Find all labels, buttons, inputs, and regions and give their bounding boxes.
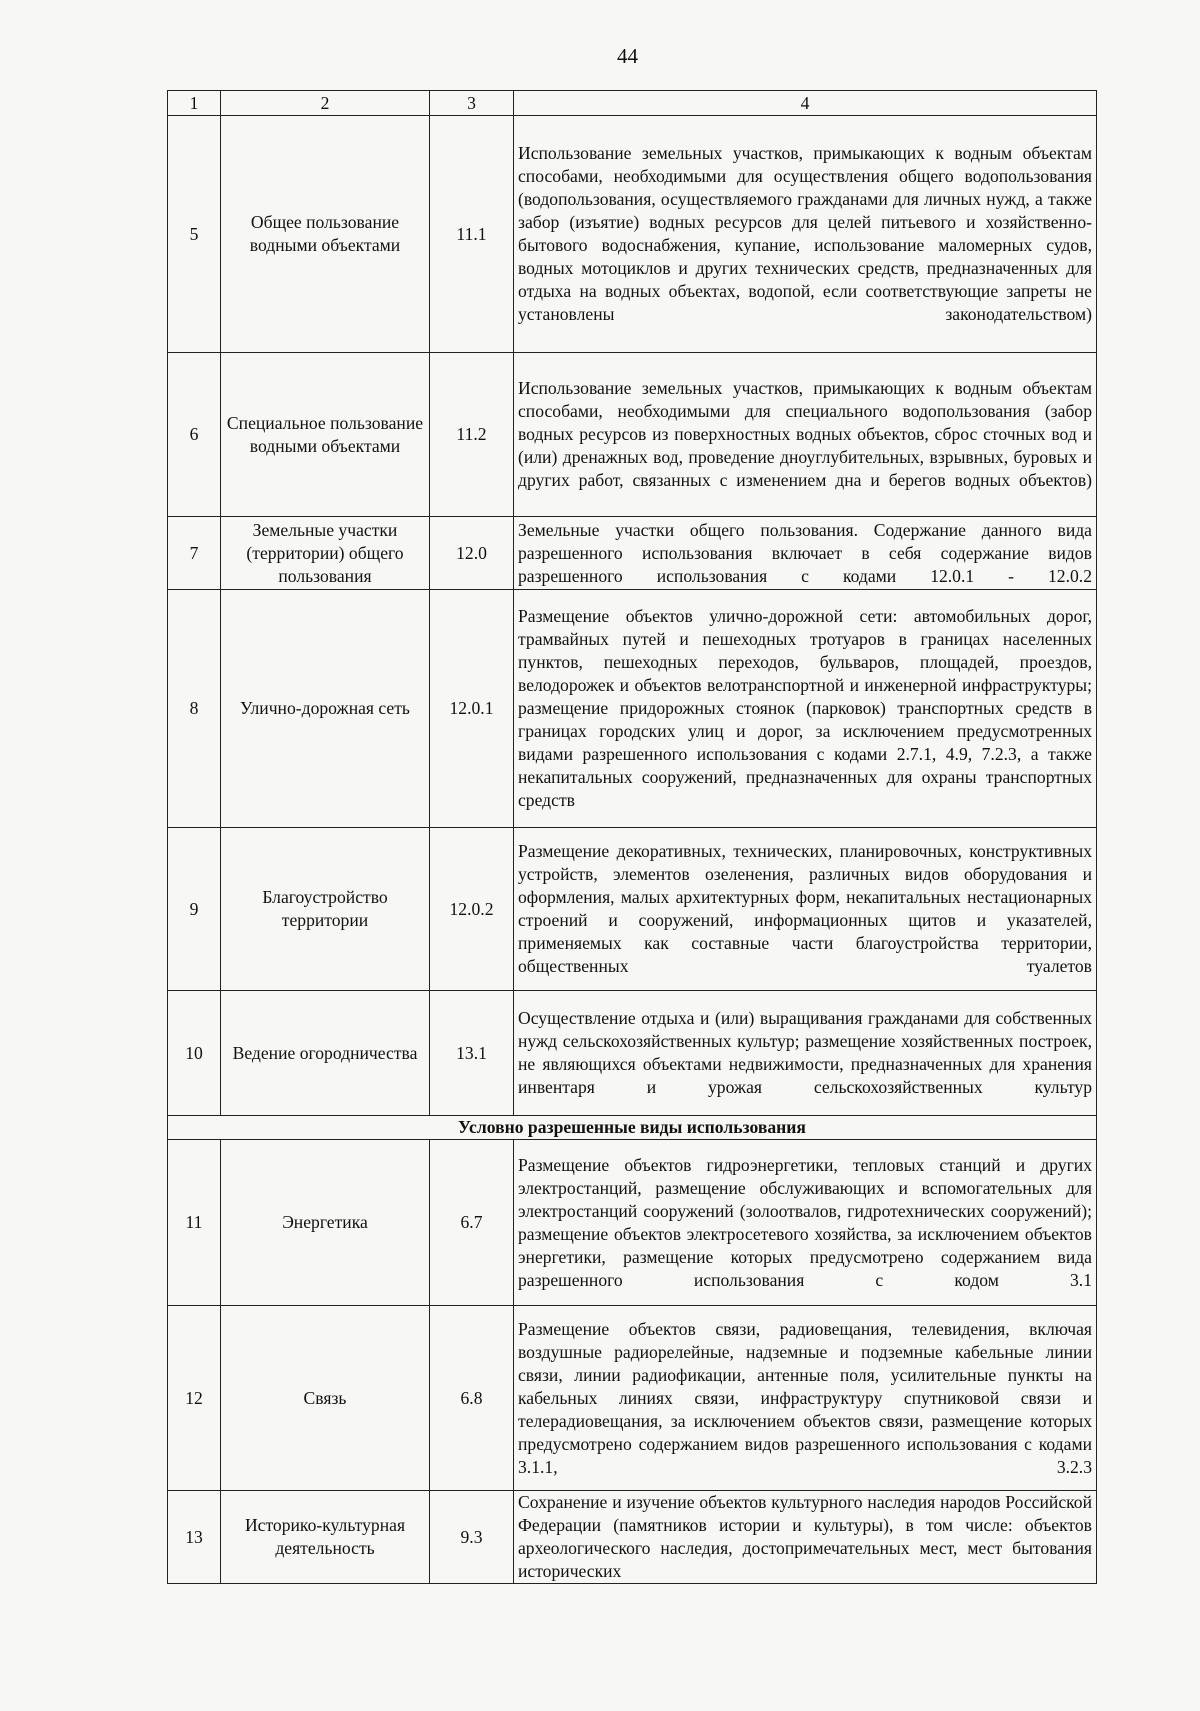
use-type-code: 6.8: [430, 1306, 514, 1491]
section-title: Условно разрешенные виды использования: [168, 1116, 1097, 1140]
row-number: 13: [168, 1491, 221, 1584]
use-type-name: Земельные участки (территории) общего пользования: [221, 517, 430, 590]
table-row: [168, 1306, 1097, 1491]
header-col-4: 4: [514, 91, 1097, 116]
header-col-3: 3: [430, 91, 514, 116]
section-header-row: [168, 1116, 1097, 1140]
table-row: [168, 116, 1097, 353]
use-type-code: 12.0: [430, 517, 514, 590]
use-type-description: Земельные участки общего пользования. Содержание данного вида разрешенного использования включает в себя содержание видов разрешенного использования с кодами 12.0.1 - 12.0.2: [514, 517, 1097, 590]
header-col-2: 2: [221, 91, 430, 116]
use-type-name: Общее пользование водными объектами: [221, 116, 430, 353]
table-header-row: [168, 91, 1097, 116]
use-type-description: Сохранение и изучение объектов культурного наследия народов Российской Федерации (памятников истории и культуры), в том числе: объектов археологического наследия, достопримечательных мест, мест бытования исторических: [514, 1491, 1097, 1584]
use-type-name: Специальное пользование водными объектами: [221, 353, 430, 517]
land-use-table: [167, 90, 1097, 1584]
page-number: 44: [617, 44, 638, 68]
use-type-code: 9.3: [430, 1491, 514, 1584]
table-row: [168, 828, 1097, 991]
use-type-code: 11.2: [430, 353, 514, 517]
use-type-code: 6.7: [430, 1140, 514, 1306]
table-row: [168, 590, 1097, 828]
use-type-description: Размещение объектов связи, радиовещания, телевидения, включая воздушные радиорелейные, надземные и подземные кабельные линии связи, линии радиофикации, антенные поля, усилительные пункты на кабельных линиях связи, инфраструктуру спутниковой связи и телерадиовещания, за исключением объектов связи, размещение которых предусмотрено содержанием видов разрешенного использования с кодами 3.1.1, 3.2.3: [514, 1306, 1097, 1491]
table-row: [168, 517, 1097, 590]
table-row: [168, 1491, 1097, 1584]
use-type-name: Благоустройство территории: [221, 828, 430, 991]
use-type-code: 13.1: [430, 991, 514, 1116]
use-type-name: Улично-дорожная сеть: [221, 590, 430, 828]
use-type-code: 12.0.2: [430, 828, 514, 991]
use-type-description: Использование земельных участков, примыкающих к водным объектам способами, необходимыми для осуществления общего водопользования (водопользования, осуществляемого гражданами для личных нужд, а также забор (изъятие) водных ресурсов для целей питьевого и хозяйственно-бытового водоснабжения, купание, использование маломерных судов, водных мотоциклов и других технических средств, предназначенных для отдыха на водных объектах, водопой, если соответствующие запреты не установлены законодательством): [514, 116, 1097, 353]
use-type-name: Связь: [221, 1306, 430, 1491]
use-type-description: Размещение объектов гидроэнергетики, тепловых станций и других электростанций, размещение обслуживающих и вспомогательных для электростанций сооружений (золоотвалов, гидротехнических сооружений); размещение объектов электросетевого хозяйства, за исключением объектов энергетики, размещение которых предусмотрено содержанием вида разрешенного использования с кодом 3.1: [514, 1140, 1097, 1306]
table-row: [168, 1140, 1097, 1306]
table-row: [168, 353, 1097, 517]
use-type-name: Энергетика: [221, 1140, 430, 1306]
use-type-code: 12.0.1: [430, 590, 514, 828]
row-number: 9: [168, 828, 221, 991]
use-type-name: Историко-культурная деятельность: [221, 1491, 430, 1584]
use-type-description: Осуществление отдыха и (или) выращивания гражданами для собственных нужд сельскохозяйственных культур; размещение хозяйственных построек, не являющихся объектами недвижимости, предназначенных для хранения инвентаря и урожая сельскохозяйственных культур: [514, 991, 1097, 1116]
row-number: 12: [168, 1306, 221, 1491]
row-number: 8: [168, 590, 221, 828]
row-number: 7: [168, 517, 221, 590]
use-type-description: Использование земельных участков, примыкающих к водным объектам способами, необходимыми для специального водопользования (забор водных ресурсов из поверхностных водных объектов, сброс сточных вод и (или) дренажных вод, проведение дноуглубительных, взрывных, буровых и других работ, связанных с изменением дна и берегов водных объектов): [514, 353, 1097, 517]
row-number: 6: [168, 353, 221, 517]
use-type-description: Размещение объектов улично-дорожной сети: автомобильных дорог, трамвайных путей и пешеходных тротуаров в границах населенных пунктов, пешеходных переходов, бульваров, площадей, проездов, велодорожек и объектов велотранспортной и инженерной инфраструктуры; размещение придорожных стоянок (парковок) транспортных средств в границах городских улиц и дорог, за исключением предусмотренных видами разрешенного использования с кодами 2.7.1, 4.9, 7.2.3, а также некапитальных сооружений, предназначенных для охраны транспортных средств: [514, 590, 1097, 828]
use-type-name: Ведение огородничества: [221, 991, 430, 1116]
header-col-1: 1: [168, 91, 221, 116]
row-number: 11: [168, 1140, 221, 1306]
table-row: [168, 991, 1097, 1116]
use-type-description: Размещение декоративных, технических, планировочных, конструктивных устройств, элементов озеленения, различных видов оборудования и оформления, малых архитектурных форм, некапитальных нестационарных строений и сооружений, информационных щитов и указателей, применяемых как составные части благоустройства территории, общественных туалетов: [514, 828, 1097, 991]
use-type-code: 11.1: [430, 116, 514, 353]
row-number: 5: [168, 116, 221, 353]
row-number: 10: [168, 991, 221, 1116]
